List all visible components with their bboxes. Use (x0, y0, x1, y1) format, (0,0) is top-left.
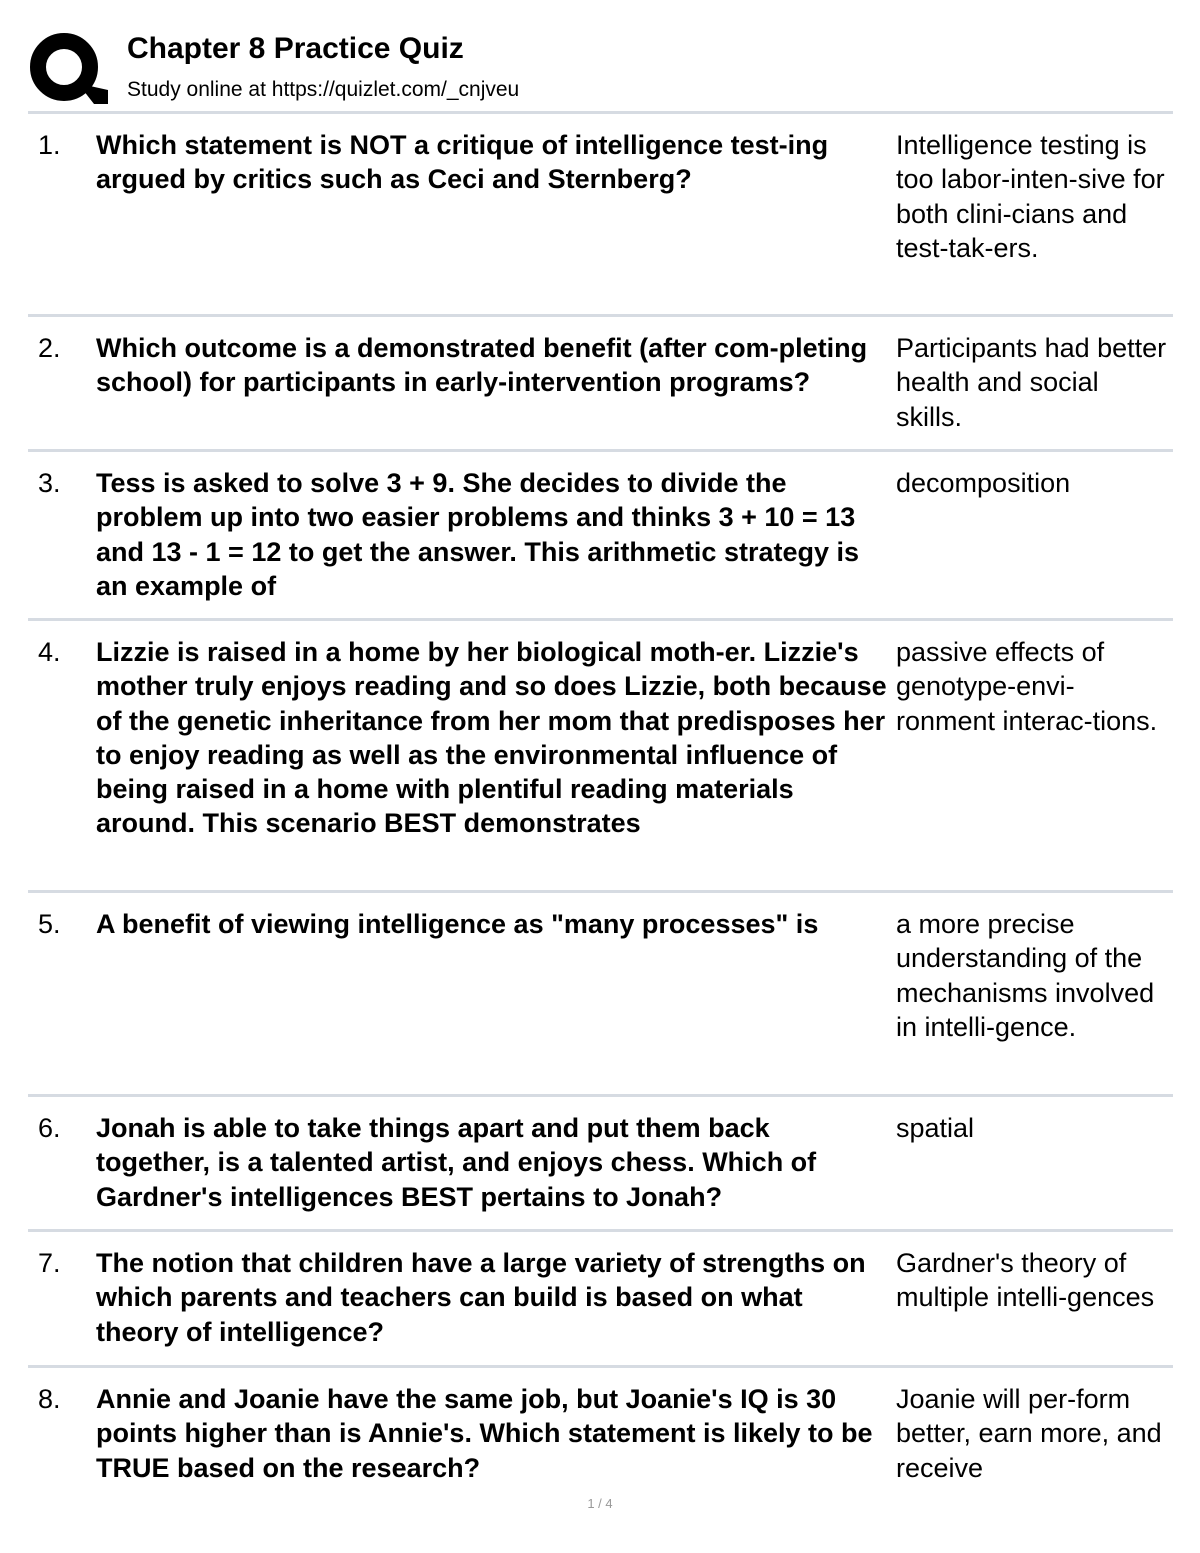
question-text: Lizzie is raised in a home by her biological moth-er. Lizzie's mother truly enjoys reading and so does Lizzie, both because of the genetic inheritance from her mom that predisposes her to enjoy reading as well as the environmental influence of being raised in a home with plentiful reading materials around. This scenario BEST demonstrates (96, 637, 887, 839)
question-text: Which statement is NOT a critique of intelligence test-ing argued by critics such as Ceci and Sternberg? (96, 130, 829, 195)
question-number: 8. (38, 1384, 61, 1414)
list-item (28, 1368, 1173, 1488)
question-text: Which outcome is a demonstrated benefit (after com-pleting school) for participants in early-intervention programs? (96, 333, 868, 398)
answer-text: Intelligence testing is too labor-inten-sive for both clini-cians and test-tak-ers. (896, 130, 1165, 263)
page-header (28, 30, 1178, 108)
answer-text: a more precise understanding of the mechanisms involved in intelli-gence. (896, 909, 1155, 1042)
list-item (28, 893, 1173, 1097)
list-item (28, 452, 1173, 621)
answer-text: decomposition (896, 468, 1071, 498)
answer-text: Gardner's theory of multiple intelli-gences (896, 1248, 1155, 1313)
question-number: 2. (38, 333, 61, 363)
question-number: 1. (38, 130, 61, 160)
list-item (28, 621, 1173, 893)
question-text: The notion that children have a large variety of strengths on which parents and teachers can build is based on what theory of intelligence? (96, 1248, 866, 1347)
list-item (28, 317, 1173, 452)
quizlet-q-logo-icon (28, 30, 108, 108)
question-text: Jonah is able to take things apart and put them back together, is a talented artist, and enjoys chess. Which of Gardner's intelligences BEST pertains to Jonah? (96, 1113, 817, 1212)
answer-text: passive effects of genotype-envi-ronment interac-tions. (896, 637, 1158, 736)
question-text: A benefit of viewing intelligence as "many processes" is (96, 909, 819, 939)
question-list (28, 114, 1173, 1488)
page-number: 1 / 4 (587, 1496, 613, 1511)
question-text: Tess is asked to solve 3 + 9. She decides to divide the problem up into two easier problems and thinks 3 + 10 = 13 and 13 - 1 = 12 to get the answer. This arithmetic strategy is an example of (96, 468, 860, 601)
list-item (28, 1232, 1173, 1368)
list-item (28, 114, 1173, 317)
answer-text: Joanie will per-form better, earn more, and receive (896, 1384, 1162, 1483)
study-online-link[interactable]: Study online at https://quizlet.com/_cnjveu (127, 78, 520, 101)
question-number: 5. (38, 909, 61, 939)
quiz-title: Chapter 8 Practice Quiz (127, 32, 464, 65)
question-text: Annie and Joanie have the same job, but Joanie's IQ is 30 points higher than is Annie's. Which statement is likely to be TRUE based on the research? (96, 1384, 873, 1483)
list-item (28, 1097, 1173, 1232)
question-number: 4. (38, 637, 61, 667)
answer-text: spatial (896, 1113, 975, 1143)
question-number: 3. (38, 468, 61, 498)
question-number: 7. (38, 1248, 61, 1278)
answer-text: Participants had better health and social skills. (896, 333, 1167, 432)
question-number: 6. (38, 1113, 61, 1143)
